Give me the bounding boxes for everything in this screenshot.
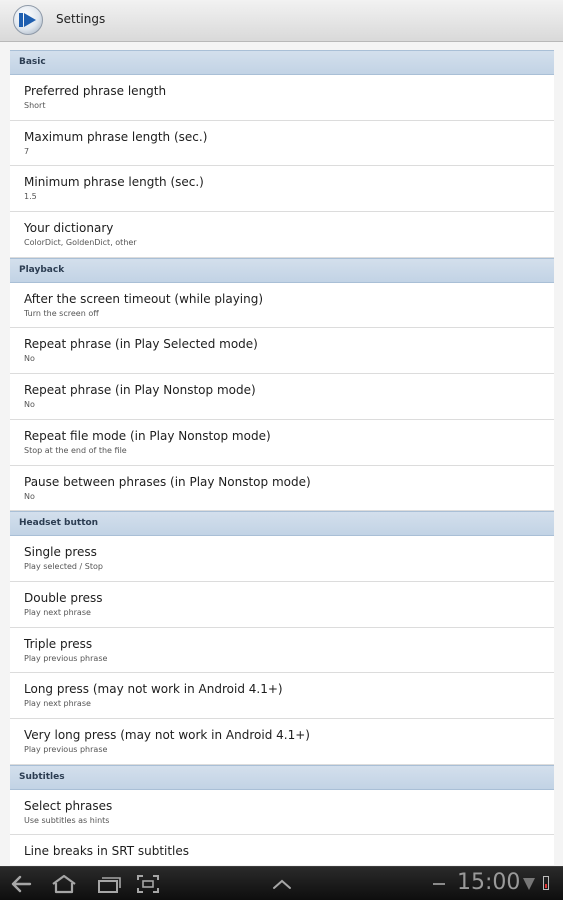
pref-title: Single press xyxy=(24,545,97,560)
pref-summary: Play next phrase xyxy=(24,699,91,709)
pref-summary: No xyxy=(24,400,35,410)
pref-maximum-phrase-length[interactable] xyxy=(10,121,554,167)
section-header-subtitles: Subtitles xyxy=(10,765,554,790)
back-icon[interactable] xyxy=(10,873,34,895)
pref-title: Minimum phrase length (sec.) xyxy=(24,175,204,190)
pref-double-press[interactable] xyxy=(10,582,554,628)
pref-summary: ColorDict, GoldenDict, other xyxy=(24,238,137,248)
notification-dash-icon xyxy=(433,883,445,885)
pref-summary: Play selected / Stop xyxy=(24,562,103,572)
pref-single-press[interactable] xyxy=(10,536,554,582)
pref-title: Triple press xyxy=(24,636,93,651)
pref-repeat-file-mode[interactable] xyxy=(10,420,554,466)
pref-long-press[interactable] xyxy=(10,673,554,719)
pref-title: Very long press (may not work in Android 4.1+) xyxy=(24,727,310,742)
pref-title: Repeat phrase (in Play Selected mode) xyxy=(24,337,258,352)
home-icon[interactable] xyxy=(50,873,78,895)
pref-title: Repeat file mode (in Play Nonstop mode) xyxy=(24,428,271,443)
pref-triple-press[interactable] xyxy=(10,628,554,674)
pref-very-long-press[interactable] xyxy=(10,719,554,765)
pref-title: Maximum phrase length (sec.) xyxy=(24,129,208,144)
pref-summary: No xyxy=(24,491,35,501)
pref-screen-timeout[interactable] xyxy=(10,283,554,329)
page-title: Settings xyxy=(56,12,106,26)
section-header-playback: Playback xyxy=(10,258,554,283)
section-header-basic: Basic xyxy=(10,50,554,75)
pref-title: Double press xyxy=(24,590,103,605)
pref-title: Select phrases xyxy=(24,798,113,813)
settings-list xyxy=(10,50,554,865)
play-button-icon[interactable] xyxy=(13,5,43,35)
section-header-headset-button: Headset button xyxy=(10,511,554,536)
pref-summary: Use subtitles as hints xyxy=(24,815,110,825)
recent-apps-icon[interactable] xyxy=(95,873,121,895)
pref-title: After the screen timeout (while playing) xyxy=(24,291,264,306)
pref-summary: No xyxy=(24,354,35,364)
pref-summary: Play previous phrase xyxy=(24,744,108,754)
pref-summary: Short xyxy=(24,101,46,110)
pref-title: Long press (may not work in Android 4.1+) xyxy=(24,682,283,697)
pref-select-phrases[interactable] xyxy=(10,790,554,836)
pref-summary: Turn the screen off xyxy=(24,308,99,318)
screenshot-icon[interactable] xyxy=(136,873,160,895)
battery-level xyxy=(545,884,547,888)
pref-repeat-phrase-nonstop[interactable] xyxy=(10,374,554,420)
chevron-up-icon[interactable] xyxy=(270,873,294,895)
pref-title: Line breaks in SRT subtitles xyxy=(24,844,190,859)
pref-title: Preferred phrase length xyxy=(24,84,167,98)
pref-repeat-phrase-selected[interactable] xyxy=(10,328,554,374)
pref-summary: 7 xyxy=(24,146,30,156)
pref-title: Pause between phrases (in Play Nonstop mode) xyxy=(24,474,311,489)
clock[interactable]: 15:00 xyxy=(457,870,521,895)
pref-summary: 1.5 xyxy=(24,192,37,202)
pref-summary: Play previous phrase xyxy=(24,653,108,663)
pref-title: Repeat phrase (in Play Nonstop mode) xyxy=(24,383,256,398)
pref-srt-line-breaks[interactable] xyxy=(10,835,554,865)
pref-summary: Stop at the end of the file xyxy=(24,445,127,455)
signal-icon xyxy=(522,877,536,891)
action-bar xyxy=(0,0,563,42)
pref-pause-between-phrases[interactable] xyxy=(10,466,554,512)
battery-icon xyxy=(543,876,549,890)
pref-your-dictionary[interactable] xyxy=(10,212,554,258)
pref-summary: Play next phrase xyxy=(24,607,91,617)
pref-preferred-phrase-length[interactable] xyxy=(10,75,554,121)
pref-title: Your dictionary xyxy=(24,221,114,236)
system-navigation-bar xyxy=(0,866,563,900)
pref-minimum-phrase-length[interactable] xyxy=(10,166,554,212)
